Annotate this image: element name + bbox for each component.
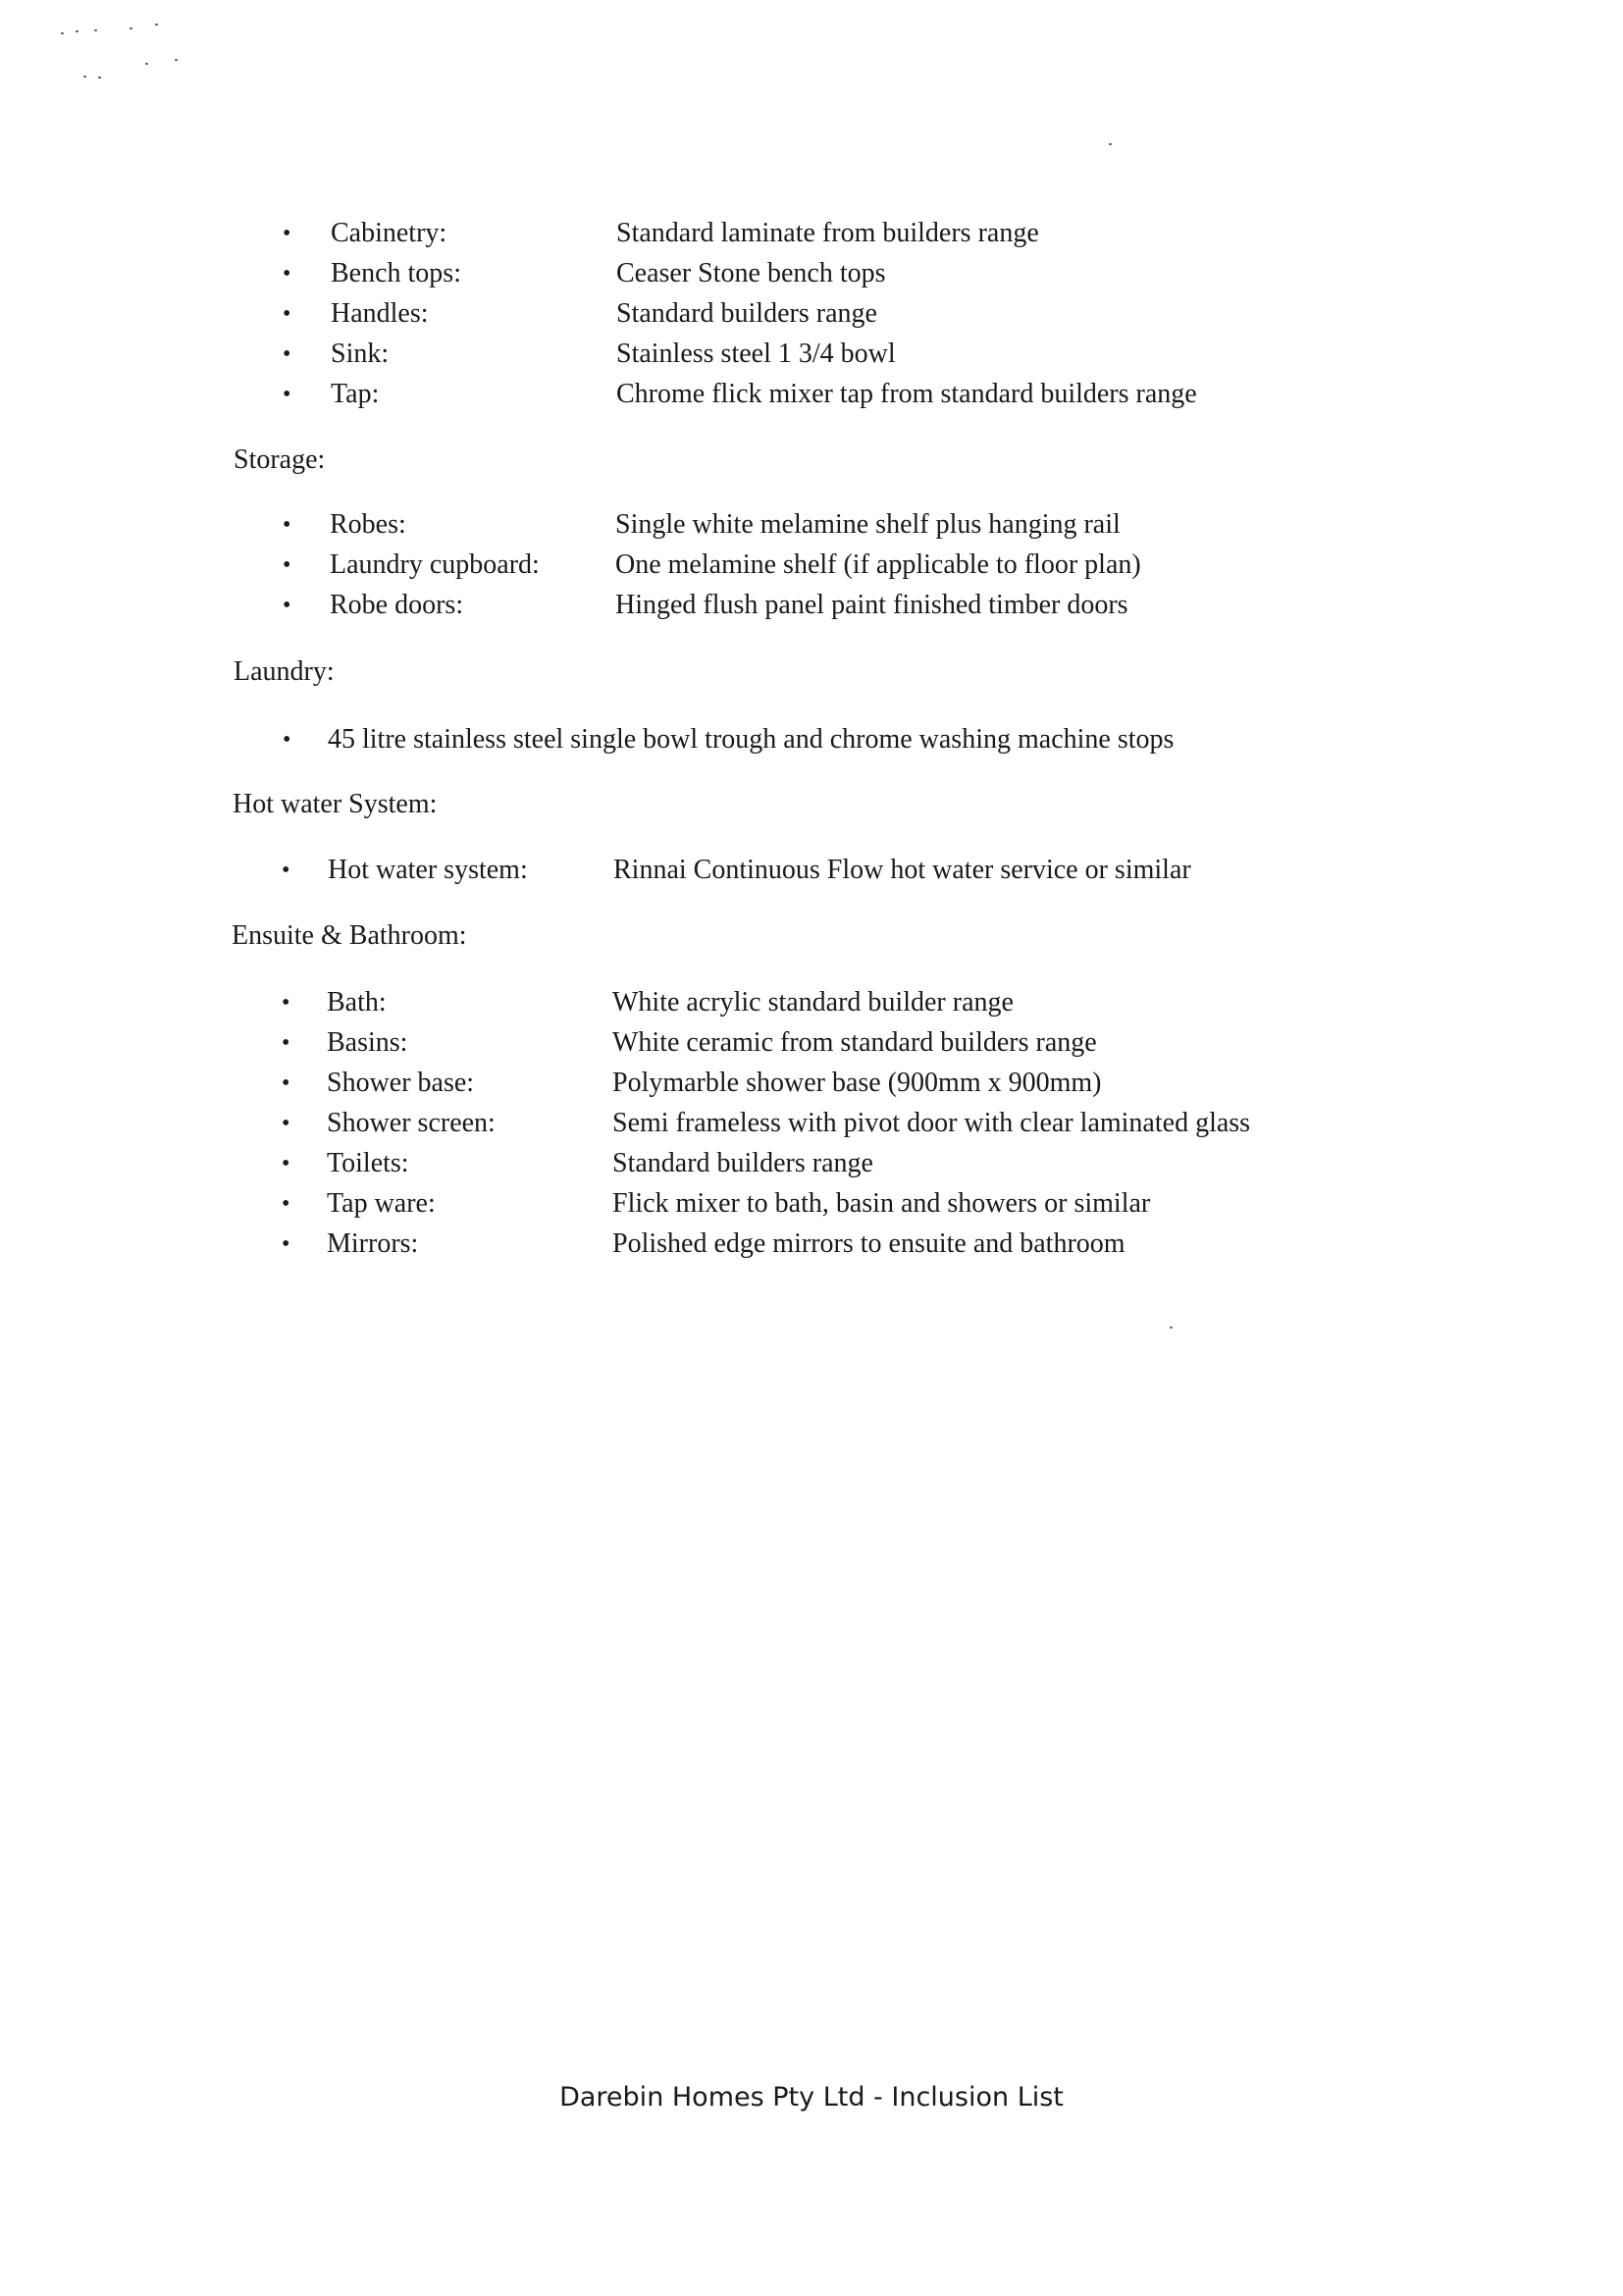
item-value: Polymarble shower base (900mm x 900mm) bbox=[612, 1068, 1102, 1098]
scan-speck bbox=[155, 24, 158, 26]
bathroom-heading: Ensuite & Bathroom: bbox=[232, 920, 467, 951]
item-value: Hinged flush panel paint finished timber doors bbox=[615, 590, 1128, 620]
item-label: Cabinetry: bbox=[331, 218, 447, 248]
item-value: Flick mixer to bath, basin and showers or similar bbox=[612, 1188, 1151, 1219]
item-label: Robe doors: bbox=[330, 590, 464, 620]
item-value: Polished edge mirrors to ensuite and bathroom bbox=[612, 1228, 1126, 1259]
item-label: Bath: bbox=[327, 987, 387, 1018]
item-value: Semi frameless with pivot door with clear laminated glass bbox=[612, 1108, 1251, 1138]
bullet: • bbox=[282, 1111, 290, 1136]
item-value: White ceramic from standard builders range bbox=[612, 1027, 1097, 1058]
scan-speck bbox=[94, 29, 97, 31]
bullet: • bbox=[282, 858, 290, 883]
storage-heading: Storage: bbox=[234, 444, 326, 475]
item-label: Bench tops: bbox=[331, 258, 461, 288]
scan-speck bbox=[76, 30, 79, 32]
item-value: Ceaser Stone bench tops bbox=[616, 258, 886, 288]
bullet: • bbox=[283, 341, 291, 367]
scan-speck bbox=[175, 59, 178, 61]
bullet: • bbox=[283, 727, 291, 753]
item-label: Mirrors: bbox=[327, 1228, 419, 1259]
item-label: Basins: bbox=[327, 1027, 408, 1058]
page-footer: Darebin Homes Pty Ltd - Inclusion List bbox=[559, 2082, 1064, 2113]
bullet: • bbox=[282, 1191, 290, 1217]
bullet: • bbox=[283, 512, 291, 538]
item-label: Hot water system: bbox=[328, 855, 528, 885]
bullet: • bbox=[283, 593, 291, 618]
bullet: • bbox=[282, 1070, 290, 1096]
scan-speck bbox=[1109, 143, 1112, 145]
scan-speck bbox=[83, 76, 86, 78]
scan-speck bbox=[130, 27, 132, 29]
hot-water-heading: Hot water System: bbox=[233, 789, 438, 819]
item-label: Tap ware: bbox=[327, 1188, 436, 1219]
item-value: White acrylic standard builder range bbox=[612, 987, 1014, 1018]
scan-speck bbox=[145, 63, 148, 65]
item-label: Handles: bbox=[331, 298, 429, 329]
bullet: • bbox=[283, 221, 291, 246]
item-value: Standard builders range bbox=[616, 298, 877, 329]
item-label: Toilets: bbox=[327, 1148, 409, 1178]
bullet: • bbox=[283, 261, 291, 287]
item-label: Laundry cupboard: bbox=[330, 549, 540, 580]
item-value: One melamine shelf (if applicable to floor plan) bbox=[615, 549, 1141, 580]
scan-speck bbox=[61, 32, 64, 34]
item-value: Rinnai Continuous Flow hot water service or similar bbox=[613, 855, 1191, 885]
item-value: Standard builders range bbox=[612, 1148, 873, 1178]
bullet: • bbox=[283, 382, 291, 407]
item-label: Robes: bbox=[330, 509, 406, 540]
laundry-heading: Laundry: bbox=[234, 656, 335, 687]
item-text: 45 litre stainless steel single bowl trough and chrome washing machine stops bbox=[328, 724, 1175, 755]
item-value: Single white melamine shelf plus hanging rail bbox=[615, 509, 1121, 540]
bullet: • bbox=[282, 1231, 290, 1257]
bullet: • bbox=[282, 1151, 290, 1176]
item-value: Chrome flick mixer tap from standard builders range bbox=[616, 379, 1197, 409]
scan-speck bbox=[98, 77, 101, 78]
bullet: • bbox=[282, 1030, 290, 1056]
bullet: • bbox=[282, 990, 290, 1016]
item-label: Sink: bbox=[331, 339, 390, 369]
bullet: • bbox=[283, 552, 291, 578]
item-value: Stainless steel 1 3/4 bowl bbox=[616, 339, 896, 369]
item-label: Tap: bbox=[331, 379, 380, 409]
scan-speck bbox=[1170, 1327, 1173, 1329]
item-label: Shower base: bbox=[327, 1068, 475, 1098]
item-value: Standard laminate from builders range bbox=[616, 218, 1039, 248]
bullet: • bbox=[283, 301, 291, 327]
item-label: Shower screen: bbox=[327, 1108, 496, 1138]
